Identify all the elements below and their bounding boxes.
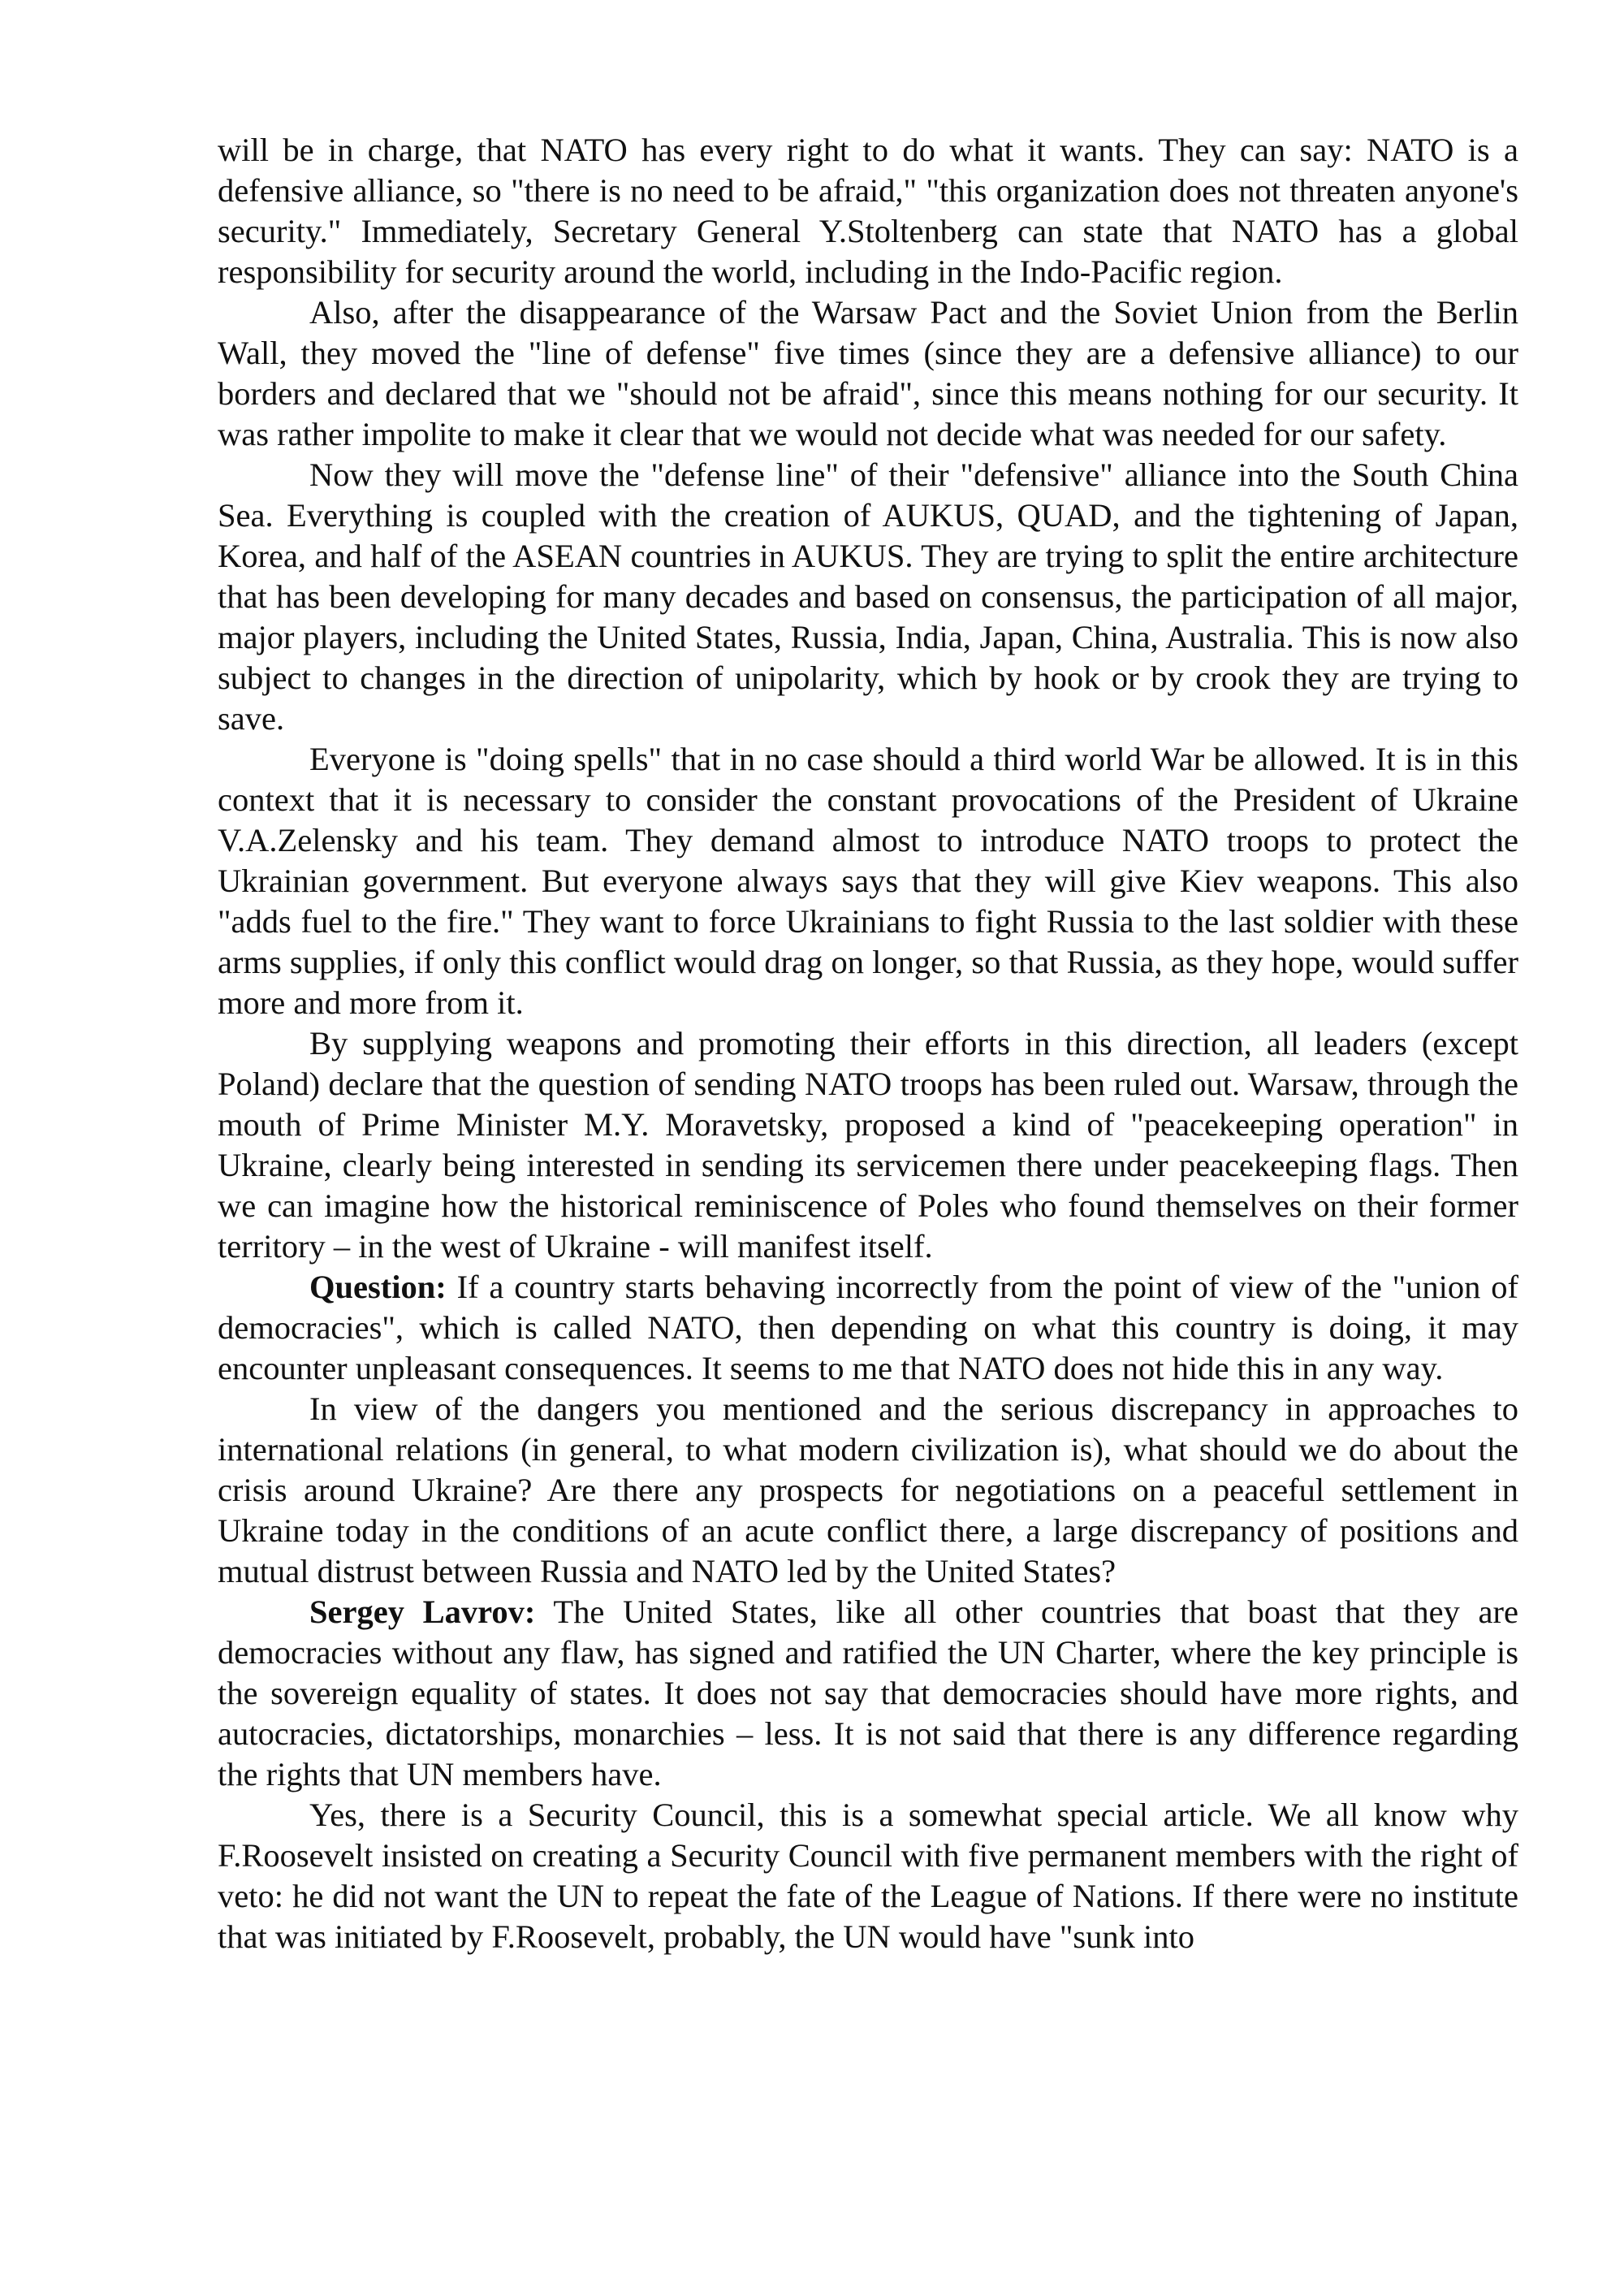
paragraph-4 xyxy=(218,739,1518,1023)
paragraph-text: Yes, there is a Security Council, this is a somewhat special article. We all know why F.Roosevelt insisted on creating a Security Council with five permanent members with the right of veto: he did not want the UN to repeat the fate of the League of Nations. If there were no institute that was initiated by F.Roosevelt, probably, the UN would have "sunk into xyxy=(218,1797,1518,1955)
paragraph-1 xyxy=(218,130,1518,292)
paragraph-5 xyxy=(218,1023,1518,1267)
paragraph-text: Now they will move the "defense line" of their "defensive" alliance into the South China Sea. Everything is coupled with the creation of AUKUS, QUAD, and the tightening of Japan, Korea, and half of the ASEAN countries in AUKUS. They are trying to split the entire architecture that has been developing for many decades and based on consensus, the participation of all major, major players, including the United States, Russia, India, Japan, China, Australia. This is now also subject to changes in the direction of unipolarity, which by hook or by crook they are trying to save. xyxy=(218,456,1518,737)
paragraph-7 xyxy=(218,1389,1518,1592)
document-page xyxy=(218,130,1518,1957)
paragraph-3 xyxy=(218,455,1518,739)
paragraph-text: Also, after the disappearance of the Warsaw Pact and the Soviet Union from the Berlin Wall, they moved the "line of defense" five times (since they are a defensive alliance) to our borders and declared that we "should not be afraid", since this means nothing for our security. It was rather impolite to make it clear that we would not decide what was needed for our safety. xyxy=(218,294,1518,452)
paragraph-text: By supplying weapons and promoting their efforts in this direction, all leaders (except Poland) declare that the question of sending NATO troops has been ruled out. Warsaw, through the mouth of Prime Minister M.Y. Moravetsky, proposed a kind of "peacekeeping operation" in Ukraine, clearly being interested in sending its servicemen there under peacekeeping flags. Then we can imagine how the historical reminiscence of Poles who found themselves on their former territory – in the west of Ukraine - will manifest itself. xyxy=(218,1025,1518,1265)
paragraph-lavrov xyxy=(218,1592,1518,1795)
paragraph-2 xyxy=(218,292,1518,455)
paragraph-question xyxy=(218,1267,1518,1389)
paragraph-text: The United States, like all other countries that boast that they are democracies without any flaw, has signed and ratified the UN Charter, where the key principle is the sovereign equality of states. It does not say that democracies should have more rights, and autocracies, dictatorships, monarchies – less. It is not said that there is any difference regarding the rights that UN members have. xyxy=(218,1593,1518,1792)
speaker-label-question: Question: xyxy=(309,1269,447,1305)
paragraph-9 xyxy=(218,1795,1518,1957)
paragraph-text: Everyone is "doing spells" that in no case should a third world War be allowed. It is in this context that it is necessary to consider the constant provocations of the President of Ukraine V.A.Zelensky and his team. They demand almost to introduce NATO troops to protect the Ukrainian government. But everyone always says that they will give Kiev weapons. This also "adds fuel to the fire." They want to force Ukrainians to fight Russia to the last soldier with these arms supplies, if only this conflict would drag on longer, so that Russia, as they hope, would suffer more and more from it. xyxy=(218,741,1518,1021)
paragraph-text: If a country starts behaving incorrectly from the point of view of the "union of democracies", which is called NATO, then depending on what this country is doing, it may encounter unpleasant consequences. It seems to me that NATO does not hide this in any way. xyxy=(218,1269,1518,1386)
paragraph-text: will be in charge, that NATO has every right to do what it wants. They can say: NATO is a defensive alliance, so "there is no need to be afraid," "this organization does not threaten anyone's security." Immediately, Secretary General Y.Stoltenberg can state that NATO has a global responsibility for security around the world, including in the Indo-Pacific region. xyxy=(218,132,1518,290)
speaker-label-lavrov: Sergey Lavrov: xyxy=(309,1593,536,1630)
paragraph-text: In view of the dangers you mentioned and the serious discrepancy in approaches to international relations (in general, to what modern civilization is), what should we do about the crisis around Ukraine? Are there any prospects for negotiations on a peaceful settlement in Ukraine today in the conditions of an acute conflict there, a large discrepancy of positions and mutual distrust between Russia and NATO led by the United States? xyxy=(218,1390,1518,1589)
